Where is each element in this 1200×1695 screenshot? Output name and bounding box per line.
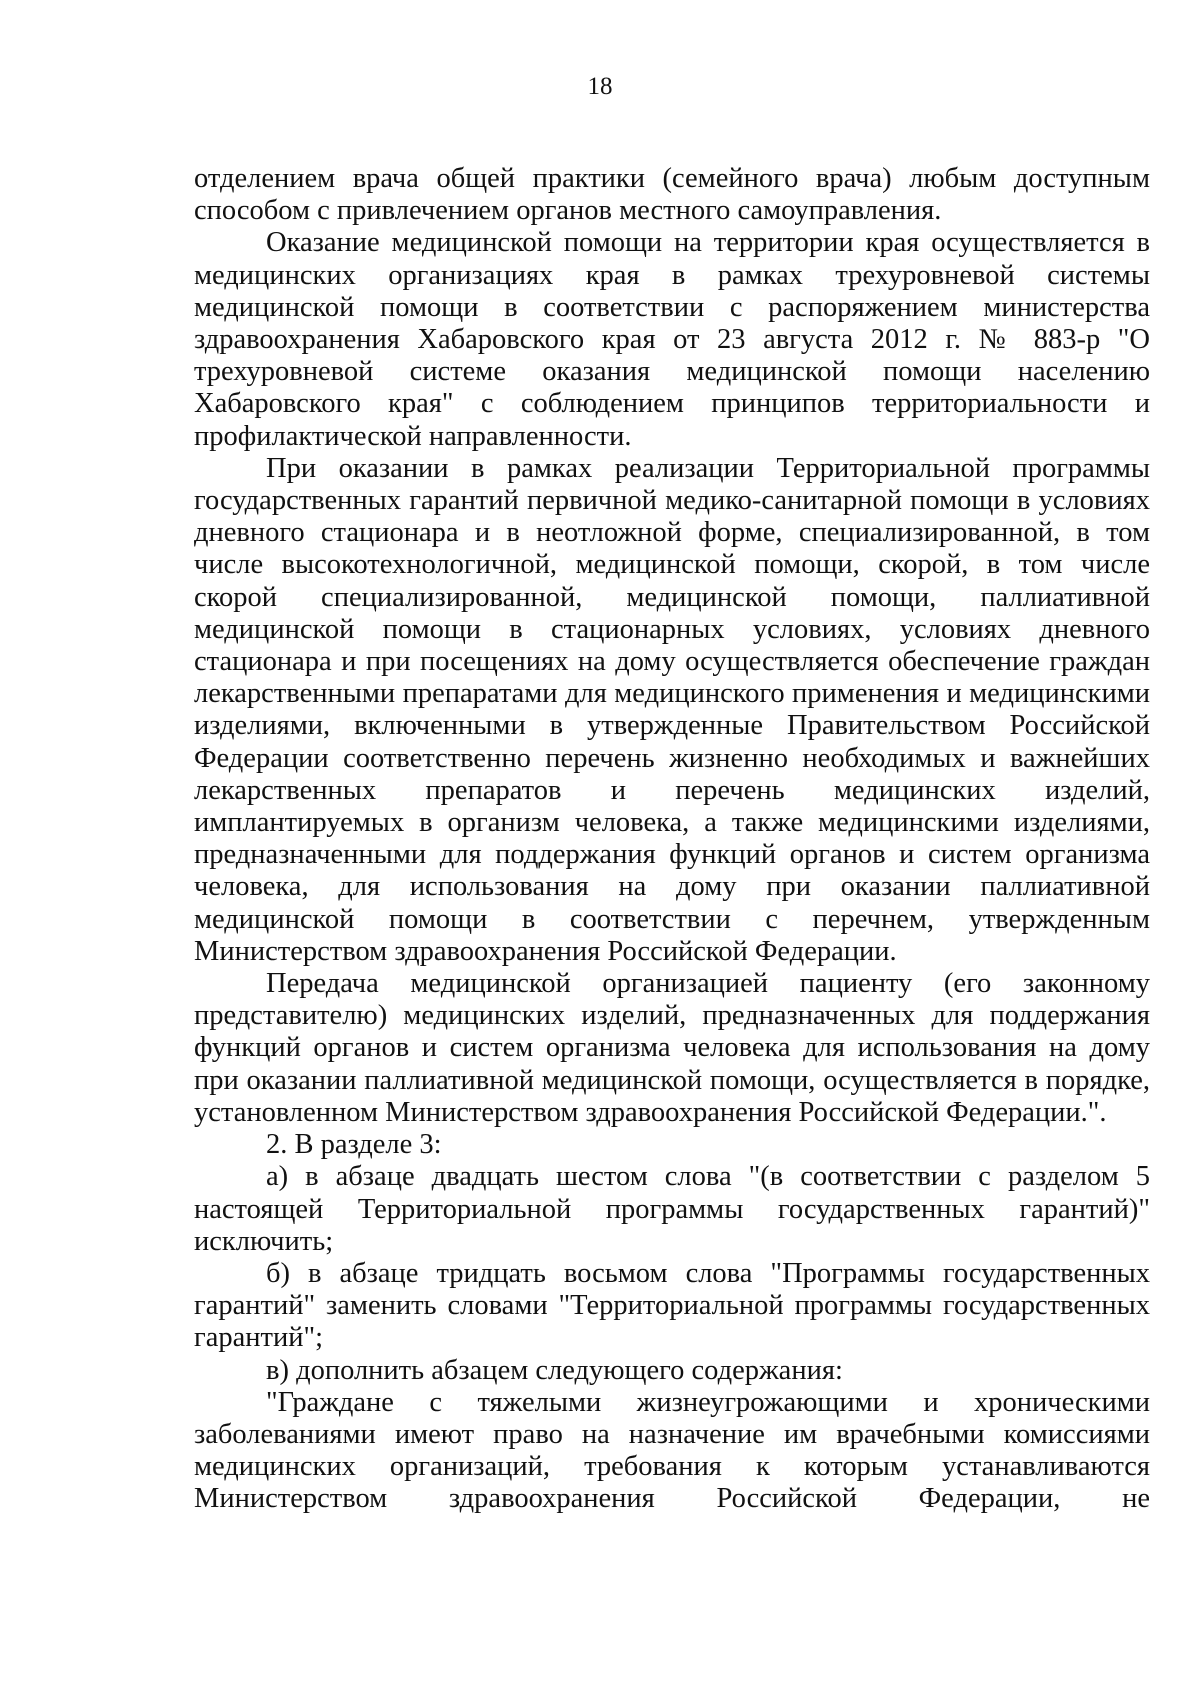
paragraph-drug-provision: При оказании в рамках реализации Территориальной программы государственных гарантий первичной медико-санитарной помощи в условиях дневного стационара и в неотложной форме, специализированной, в том числе высокотехнологичной, медицинской помощи, скорой, в том числе скорой специализированной, медицинской помощи, паллиативной медицинской помощи в стационарных условиях, условиях дневного стационара и при посещениях на дому осуществляется обеспечение граждан лекарственными препаратами для медицинского применения и медицинскими изделиями, включенными в утвержденные Правительством Российской Федерации соответственно перечень жизненно необходимых и важнейших лекарственных препаратов и перечень медицинских изделий, имплантируемых в организм человека, а также медицинскими изделиями, предназначенными для поддержания функций органов и систем организма человека, для использования на дому при оказании паллиативной медицинской помощи в соответствии с перечнем, утвержденным Министерством здравоохранения Российской Федерации. xyxy=(194,452,1150,967)
paragraph-item-a: а) в абзаце двадцать шестом слова "(в соответствии с разделом 5 настоящей Территориальной программы государственных гарантий)" исключить; xyxy=(194,1161,1150,1257)
paragraph-medical-care-organization: Оказание медицинской помощи на территории края осуществляется в медицинских организациях края в рамках трехуровневой системы медицинской помощи в соответствии с распоряжением министерства здравоохранения Хабаровского края от 23 августа 2012 г. № 883-р "О трехуровневой системе оказания медицинской помощи населению Хабаровского края" с соблюдением принципов территориальности и профилактической направленности. xyxy=(194,227,1150,452)
paragraph-item-b: б) в абзаце тридцать восьмом слова "Программы государственных гарантий" заменить словами "Территориальной программы государственных гарантий"; xyxy=(194,1257,1150,1354)
paragraph-device-transfer: Передача медицинской организацией пациенту (его законному представителю) медицинских изделий, предназначенных для поддержания функций органов и систем организма человека для использования на дому при оказании паллиативной медицинской помощи, осуществляется в порядке, установленном Министерством здравоохранения Российской Федерации.". xyxy=(194,968,1150,1128)
paragraph-continuation: отделением врача общей практики (семейного врача) любым доступным способом с привлечением органов местного самоуправления. xyxy=(194,163,1150,227)
paragraph-section-3-heading: 2. В разделе 3: xyxy=(266,1129,442,1161)
page-number: 18 xyxy=(587,73,613,100)
paragraph-item-v: в) дополнить абзацем следующего содержания: xyxy=(266,1354,843,1386)
paragraph-quoted-addition: "Граждане с тяжелыми жизнеугрожающими и хроническими заболеваниями имеют право на назначение им врачебными комиссиями медицинских организаций, требования к которым устанавливаются Министерством здравоохранения Российской Федерации, не xyxy=(194,1386,1150,1515)
document-body xyxy=(194,163,1150,1516)
